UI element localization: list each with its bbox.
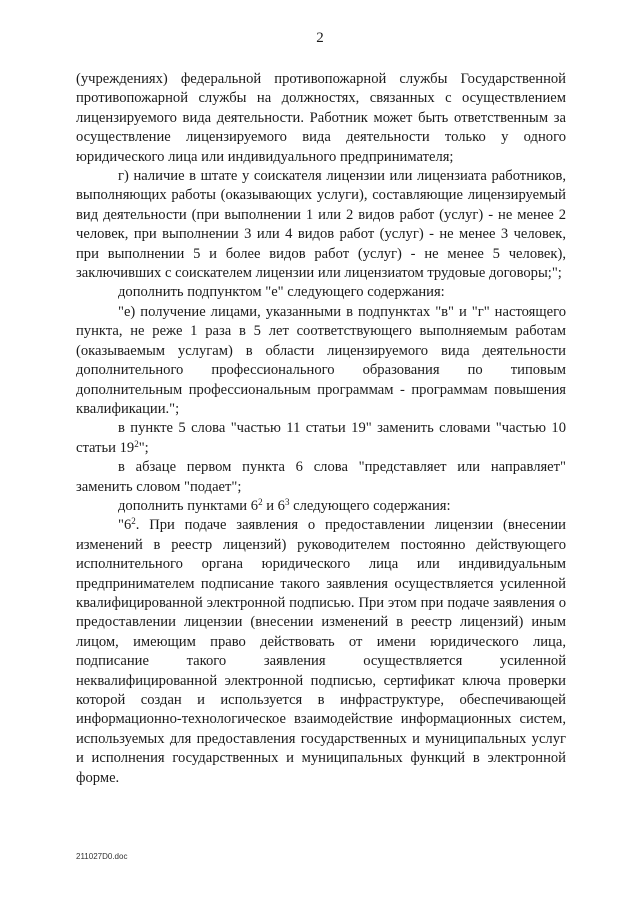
- superscript: 2: [134, 438, 139, 449]
- text-run: следующего содержания:: [289, 497, 451, 514]
- superscript: 3: [284, 496, 290, 507]
- paragraph-continuation: (учреждениях) федеральной противопожарной службы Государственной противопожарной службы на должностях, связанных с осуществлением лицензируемого вида деятельности. Работник может быть ответственным за осуществление лицензируемого вида деятельности только у одного юридического лица или индивидуального предпринимателя;: [76, 71, 566, 165]
- text-run: в пункте 5 слова "частью 11 статьи 19" заменить словами "частью 10 статьи 19: [76, 420, 566, 456]
- document-body: [76, 70, 566, 788]
- paragraph-subitem-g: г) наличие в штате у соискателя лицензии или лицензиата работников, выполняющих работы (оказывающих услуги), составляющие лицензируемый вид деятельности (при выполнении 1 или 2 видов работ (услуг) - не менее 2 человек, при выполнении 3 или 4 видов работ (услуг) - не менее 3 человек, при выполнении 5 и более видов работ (услуг) - не менее 5 человек), заключивших с соискателем лицензии или лицензиатом трудовые договоры;";: [76, 168, 566, 282]
- paragraph-amend-add-e: дополнить подпунктом "е" следующего содержания:: [118, 284, 445, 301]
- paragraph-amend-add-points: [76, 497, 566, 516]
- paragraph-amend-point-5: [76, 419, 566, 458]
- paragraph-amend-point-6: в абзаце первом пункта 6 слова "представляет или направляет" заменить словом "подает";: [76, 459, 566, 495]
- text-run: ";: [138, 439, 149, 456]
- paragraph-point-6-2: [76, 516, 566, 788]
- text-run: дополнить пунктами 6: [118, 497, 259, 514]
- text-run: и 6: [262, 497, 285, 514]
- text-run: "6: [118, 517, 132, 534]
- paragraph-subitem-e: "е) получение лицами, указанными в подпунктах "в" и "г" настоящего пункта, не реже 1 раза в 5 лет соответствующего выполняемым работам (оказываемым услугам) в области лицензируемого вида деятельности дополнительного профессионального образования по типовым дополнительным профессиональным программам - программам повышения квалификации.";: [76, 303, 566, 417]
- text-run: . При подаче заявления о предоставлении лицензии (внесении изменений в реестр лицензий) руководителем постоянно действующего исполнительного органа юридического лица или индивидуальным предпринимателем подписание такого заявления осуществляется усиленной квалифицированной электронной подписью. При этом при подаче заявления о предоставлении лицензии (внесении изменений в реестр лицензий) иным лицом, имеющим право действовать от имени юридического лица, подписание такого заявления осуществляется усиленной неквалифицированной электронной подписью, сертификат ключа проверки которой создан и используется в инфраструктуре, обеспечивающей информационно-технологическое взаимодействие информационных систем, используемых для предоставления государственных и муниципальных услуг и исполнения государственных и муниципальных функций в электронной форме.: [76, 517, 566, 786]
- superscript: 2: [131, 516, 136, 527]
- page-number: 2: [316, 30, 324, 46]
- document-file-code: 211027D0.doc: [76, 852, 128, 861]
- superscript: 2: [258, 496, 263, 507]
